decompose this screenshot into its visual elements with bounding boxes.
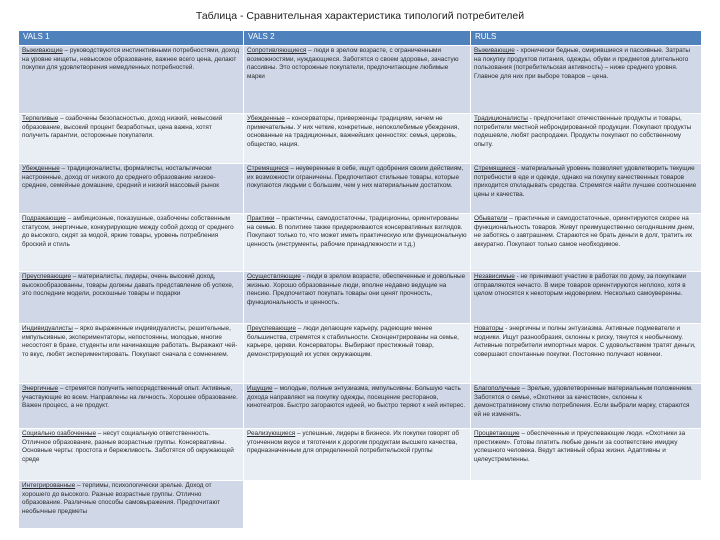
type-description: – неуверенные в себе, ищут одобрения своим действиям, их возможности ограничены. Предпочитают стильные товары, которые покупаются людьми с большим, чем у них материальным достатком. <box>247 165 464 190</box>
table-row <box>19 429 702 481</box>
type-description: - материальный уровень позволяет удовлетворить текущие потребности в еде и одежде, однако на покупку качественных товаров приходится откладывать средства. Стремятся найти лучшее соотношение цены и качества. <box>474 165 697 198</box>
table-row <box>19 384 702 429</box>
table-cell <box>244 114 471 164</box>
table-cell <box>471 214 702 272</box>
table-cell <box>244 324 471 384</box>
type-description: – люди в зрелом возрасте, с ограниченными возможностями, нуждающиеся. Заботятся о своем здоровье, зачастую пассивны. Это осторожные покупатели, предпочитающие любимые марки <box>247 47 459 80</box>
table-cell <box>19 214 244 272</box>
type-term: Выживающие <box>22 47 63 54</box>
type-term: Индивидуалисты <box>22 325 73 332</box>
table-cell <box>19 429 244 481</box>
table-cell <box>471 164 702 214</box>
column-header-vals1: VALS 1 <box>19 31 244 46</box>
table-cell <box>244 272 471 324</box>
type-description: – амбициозные, показушные, озабочены собственным статусом, энергичные, конкурирующие между собой доход от среднего до высокого, сидят за модой, яркие товары, уровень потребления броский и стиль <box>22 215 234 248</box>
type-term: Новаторы <box>474 325 504 332</box>
table-cell <box>19 46 244 114</box>
type-term: Благополучные <box>474 385 520 392</box>
type-description: - хронически бедные, смирившиеся и пассивные. Затраты на покупку продуктов питания, одежды, обуви и предметов длительного пользования (потребительская активность) – ниже среднего уровня. Главное для них при выборе товаров – цена. <box>474 47 691 80</box>
type-term: Убежденные <box>247 115 285 122</box>
type-term: Подражающие <box>22 215 66 222</box>
type-term: Преуспевающие <box>247 325 297 332</box>
type-term: Осуществляющие <box>247 273 301 280</box>
type-description: – ярко выраженные индивидуалисты, решительные, импульсивные, экспериментаторы, непостоянны, молодые, многие несостоят в браке, студенты или начинающие работать. Выражают чей-то вкус, любят экспериментировать. Покупают сначала с сомнением. <box>22 325 238 358</box>
type-term: Энергичные <box>22 385 59 392</box>
table-row <box>19 46 702 114</box>
table-cell <box>471 384 702 429</box>
type-term: Процветающие <box>474 430 520 437</box>
type-description: – традиционалисты, формалисты, ностальгически настроенные, доход от низкого до среднего образование низкое- среднее, семейные домашние, средний и низкий массовый рынок <box>22 165 220 190</box>
type-term: Традиционалисты <box>474 115 528 122</box>
type-description: – молодые, полные энтузиазма, импульсивны. Большую часть дохода направляют на покупку одежды, посещение ресторанов, кинотеатров. Быстро загораются идеей, но быстро теряют к ней интерес. <box>247 385 466 410</box>
empty-cell <box>244 481 471 529</box>
table-cell <box>19 114 244 164</box>
type-term: Социально озабоченные <box>22 430 97 437</box>
type-description: – озабочены безопасностью, доход низкий, невысокий образование, высокий процент безработных, цена важна, хотят получить гарантии, осторожные покупатели. <box>22 115 223 140</box>
type-description: – стремятся получить непосредственный опыт. Активные, участвующие во всем. Направлены на личность. Хорошее образование. Важен процесс, а не продукт. <box>22 385 238 410</box>
table-cell <box>244 384 471 429</box>
consumer-typology-table <box>18 30 702 529</box>
table-cell <box>471 324 702 384</box>
type-description: – люди делающие карьеру, радеющие менее большинства, стремятся к стабильности. Сконцентрированы на семье, карьере, церкви. Консерваторы. Выбирают престижный товар, демонстрирующий их успех окружающим. <box>247 325 459 358</box>
type-description: – терпимы, психологически зрелые. Доход от хорошего до высокого. Разные возрастные группы. Отлично образование. Различные способы самовыражения. Предпочитают необычные предметы <box>22 482 221 515</box>
table-row <box>19 324 702 384</box>
table-cell <box>19 481 244 529</box>
type-term: Выживающие <box>474 47 515 54</box>
table-header-row <box>19 31 702 46</box>
table-cell <box>19 164 244 214</box>
type-term: Терпеливые <box>22 115 59 122</box>
type-term: Реализующиеся <box>247 430 296 437</box>
table-cell <box>471 272 702 324</box>
type-description: – Зрелые, удовлетворенные материальным положением. Заботятся о семье, «Охотники за качеством», склонны к демонстративному стилю потребления. Если выбрали марку, стараются ей не изменять. <box>474 385 693 418</box>
type-term: Ищущие <box>247 385 273 392</box>
type-term: Независимые <box>474 273 515 280</box>
table-cell <box>19 324 244 384</box>
type-term: Практики <box>247 215 275 222</box>
table-cell <box>244 429 471 481</box>
type-term: Сопротивляющиеся <box>247 47 307 54</box>
type-term: Стремящиеся <box>247 165 289 172</box>
table-cell <box>244 164 471 214</box>
type-term: Интегрированные <box>22 482 76 489</box>
table-row <box>19 481 702 529</box>
type-term: Убежденные <box>22 165 60 172</box>
table-row <box>19 114 702 164</box>
type-description: - энергичны и полны энтузиазма. Активные подмеватели и модники. Ищут разнообразия, склонны к риску, тянутся к необычному. Активные потребители импортных марок. С удовольствием тратят деньги, совершают спонтанные покупки. Постоянно получают новинки. <box>474 325 696 358</box>
table-cell <box>19 384 244 429</box>
table-cell <box>19 272 244 324</box>
page-title: Таблица - Сравнительная характеристика типологий потребителей <box>195 10 525 22</box>
table-cell <box>471 429 702 481</box>
empty-cell <box>471 481 702 529</box>
table-cell <box>244 46 471 114</box>
table-row <box>19 214 702 272</box>
type-description: - предпочитают отечественные продукты и товары, потребители местной неброндированной продукции. Покупают продукты подешевле, любят распродажи. Продукты покупают по собственному опыту. <box>474 115 692 148</box>
type-description: - не принимают участие в работах по дому, за покупками отправляются нечасто. В мире товаров ориентируются неплохо, хотя в целом относятся к некоторым недоверием. Несколько самоуверенны. <box>474 273 687 298</box>
table-cell <box>471 114 702 164</box>
type-description: – руководствуются инстинктивными потребностями, доход на уровне нищеты, невысокое образование, важнее всего цена, делают покупки для удовлетворения немедленных потребностей. <box>22 47 240 72</box>
type-description: – обеспеченные и преуспевающие люди. «Охотники за престижем». Готовы платить любые деньги за соответствие имиджу успешного человека. Ведут активный образ жизни. Адаптивны и целеустремленны. <box>474 430 686 463</box>
type-description: – консерваторы, приверженцы традициям, ничем не примечательны. У них четкие, конкретные, непоколебимые убеждения, основанные на традиционных, важнейших ценностях: семья, церковь, общество, нация. <box>247 115 460 148</box>
type-term: Стремящиеся <box>474 165 516 172</box>
type-description: – практичные и самодостаточные, ориентируются скорее на функциональность товаров. Живут преимущественно сегодняшним днем, не заботясь о завтрашнем. Стараются не брать деньги в долг, тратить их аккуратно. Покупают только самое необходимое. <box>474 215 695 248</box>
table-cell <box>471 46 702 114</box>
table-row <box>19 164 702 214</box>
type-description: – материалисты, лидеры, очень высокий доход, высокообразованны, товары должны давать представление об успехе, это последние модели, роскошные товары и подарки <box>22 273 234 298</box>
type-term: Обыватели <box>474 215 508 222</box>
table-row <box>19 272 702 324</box>
type-description: – несут социальную ответственность. Отличное образование, разные возрастные группы. Консервативны. Основные черты: простота и бережливость. Заботятся об окружающей среде <box>22 430 234 463</box>
column-header-ruls: RULS <box>471 31 702 46</box>
type-description: – успешные, лидеры в бизнесе. Их покупки говорят об утонченном вкусе и тяготении к дорогим продуктам высшего качества, предназначенным для определенной потребительской группы <box>247 430 460 455</box>
type-term: Преуспевающие <box>22 273 72 280</box>
type-description: - люди в зрелом возрасте, обеспеченные и довольные жизнью. Хорошо образованные люди, вполне недавно ведущие на пенсию. Предпочитают покупать товары они ценят прочность, функциональность и ценность. <box>247 273 466 306</box>
column-header-vals2: VALS 2 <box>244 31 471 46</box>
table-cell <box>244 214 471 272</box>
type-description: – практичны, самодостаточны, традиционны, ориентированы на семью. В политике также придерживаются консервативных взглядов. Покупают только то, что может иметь практическую или функциональную ценность (инструменты, рабочие принадлежности и т.д.) <box>247 215 467 248</box>
